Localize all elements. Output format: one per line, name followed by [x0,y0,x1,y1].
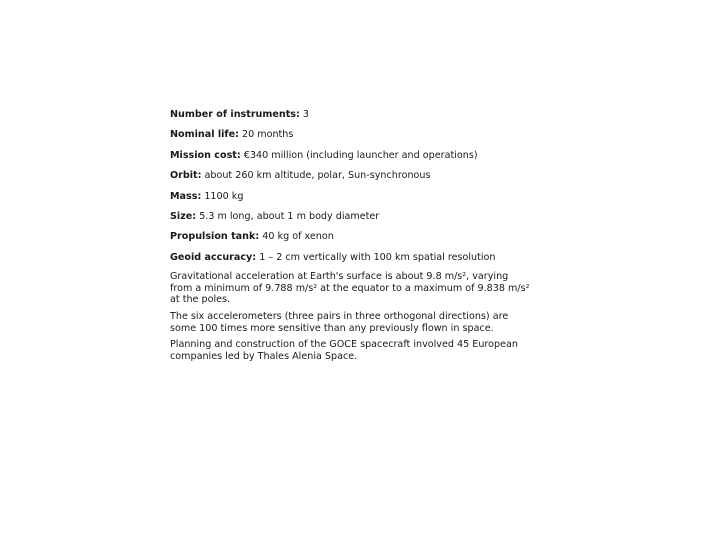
goce-fact-sheet [170,108,530,367]
fact-value: 3 [299,109,310,120]
fact-mission-cost [170,149,530,162]
fact-label: Geoid accuracy: [170,251,257,263]
fact-label: Nominal life: [170,129,239,141]
fact-label: Size: [170,210,197,222]
fact-label: Number of instruments: [170,109,300,120]
fact-propulsion-tank [170,230,530,243]
fact-value: about 260 km altitude, polar, Sun-synchronous [201,170,431,182]
fact-nominal-life [170,128,530,141]
fact-geoid-accuracy [170,251,530,264]
fact-value: 40 kg of xenon [259,231,334,243]
fact-size [170,210,530,223]
fact-value: 1100 kg [201,190,244,202]
fact-value: 1 – 2 cm vertically with 100 km spatial resolution [256,251,496,263]
fact-label: Orbit: [170,170,202,182]
fact-label: Mission cost: [170,149,241,161]
fact-label: Mass: [170,190,202,202]
fact-value: 20 months [238,129,294,141]
fact-number-of-instruments [170,108,530,121]
paragraph-accelerometers: The six accelerometers (three pairs in three orthogonal directions) are some 100 times more sensitive than any previously flown in space. [170,310,509,334]
fact-orbit [170,169,530,182]
fact-value: 5.3 m long, about 1 m body diameter [196,210,380,222]
fact-label: Propulsion tank: [170,231,260,243]
paragraph-planning-construction: Planning and construction of the GOCE spacecraft involved 45 European companies led by Thales Alenia Space. [170,339,518,362]
fact-mass [170,190,530,203]
fact-value: €340 million (including launcher and operations) [240,149,478,161]
paragraph-gravitational-acceleration: Gravitational acceleration at Earth's surface is about 9.8 m/s², varying from a minimum of 9.788 m/s² at the equator to a maximum of 9.838 m/s² at the poles. [170,271,530,306]
